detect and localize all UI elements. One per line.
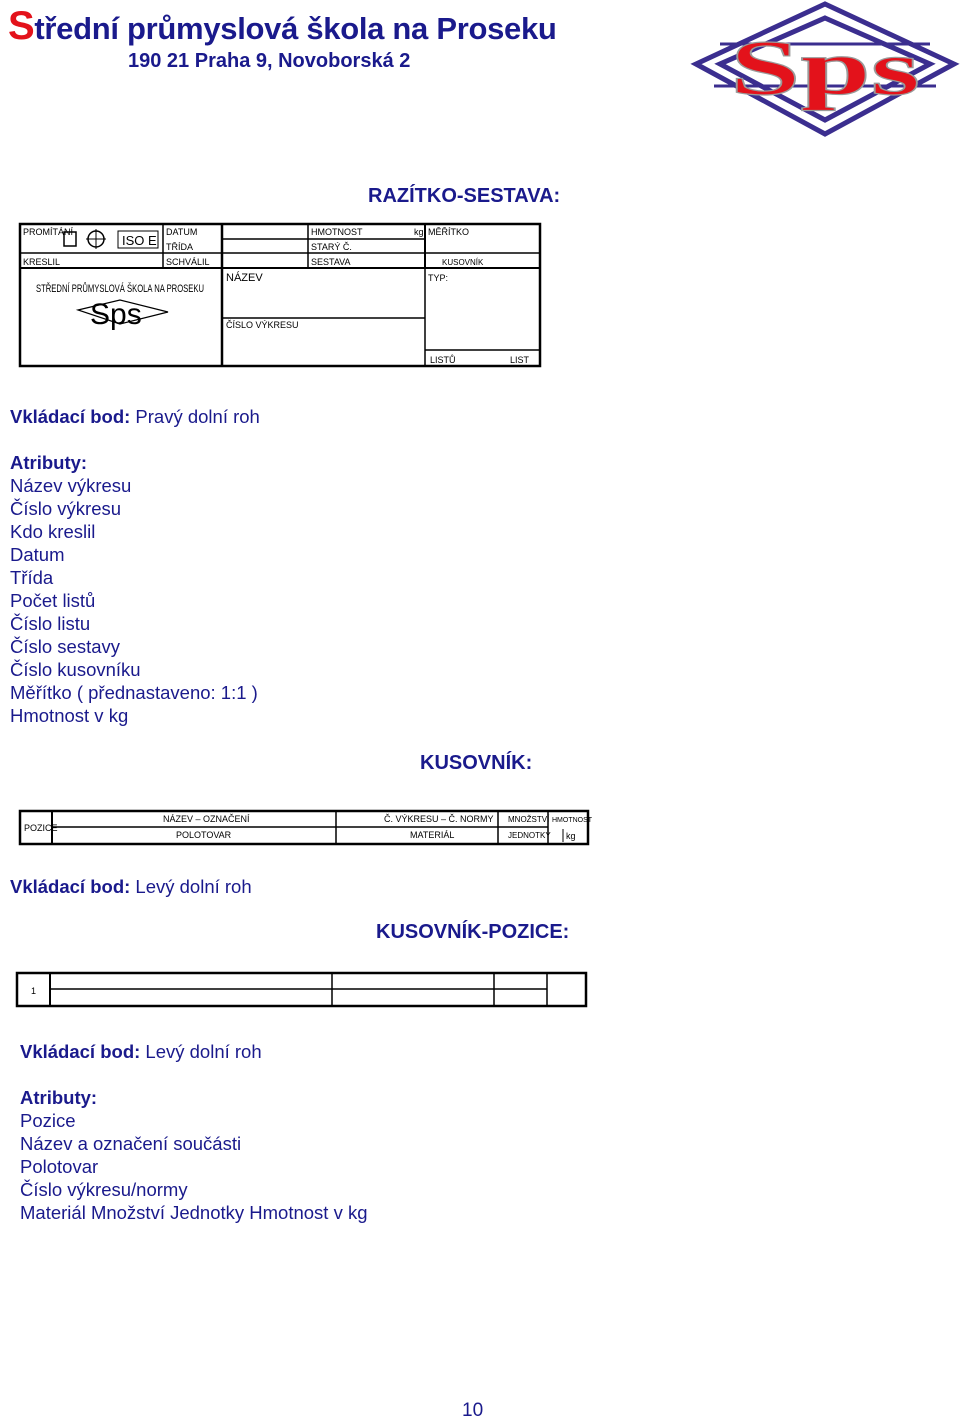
pozice-label: POZICE xyxy=(24,823,58,833)
stamp-logo-text: Sps xyxy=(90,298,142,331)
typ-label: TYP: xyxy=(428,273,449,283)
list-item: Název výkresu xyxy=(10,475,132,496)
cislo-vykresu-label: ČÍSLO VÝKRESU xyxy=(226,320,299,330)
meritko-label: MĚŘÍTKO xyxy=(428,227,470,237)
schvalil-label: SCHVÁLIL xyxy=(166,257,210,267)
trida-label: TŘÍDA xyxy=(166,242,193,252)
list-item: Počet listů xyxy=(10,590,96,611)
insertion-label: Vkládací bod: xyxy=(10,876,131,897)
school-name-label: STŘEDNÍ PRŮMYSLOVÁ ŠKOLA NA PROSEKU xyxy=(36,283,278,295)
school-title-first-letter: S xyxy=(8,4,35,48)
list-item: Číslo sestavy xyxy=(10,636,121,657)
list-item: Název a označení součásti xyxy=(20,1133,242,1154)
insertion-value: Levý dolní roh xyxy=(135,876,252,897)
stary-c-label: STARÝ Č. xyxy=(311,242,352,252)
insertion-value: Pravý dolní roh xyxy=(135,406,260,427)
list-item: Hmotnost v kg xyxy=(10,705,129,726)
kg-label: kg xyxy=(414,227,424,237)
razitko-insertion xyxy=(10,405,260,428)
school-address: 190 21 Praha 9, Novoborská 2 xyxy=(128,50,411,72)
datum-label: DATUM xyxy=(166,227,198,237)
list-item: Datum xyxy=(10,544,65,565)
school-title xyxy=(8,4,557,49)
nazev-oznaceni-label: NÁZEV – OZNAČENÍ xyxy=(163,814,250,824)
nazev-label: NÁZEV xyxy=(226,272,263,284)
razitko-title: RAZÍTKO-SESTAVA: xyxy=(368,185,561,207)
kusovnik-pozice-insertion xyxy=(20,1040,262,1063)
kusovnik-label: KUSOVNÍK xyxy=(442,258,484,267)
list-item: Číslo listu xyxy=(10,613,91,634)
listu-label: LISTŮ xyxy=(430,355,456,365)
list-label: LIST xyxy=(510,355,530,365)
kg-label: kg xyxy=(566,831,576,841)
insertion-value: Levý dolní roh xyxy=(145,1041,262,1062)
list-item: Měřítko ( přednastaveno: 1:1 ) xyxy=(10,682,258,703)
kusovnik-drawing xyxy=(18,808,592,848)
kusovnik-title: KUSOVNÍK: xyxy=(420,752,533,774)
sps-logo-text: Sps xyxy=(730,24,920,111)
promitani-label: PROMÍTÁNÍ xyxy=(23,227,74,237)
razitko-drawing xyxy=(18,220,544,370)
mnozstvi-label: MNOŽSTVÍ xyxy=(508,815,550,824)
list-item: Číslo výkresu/normy xyxy=(20,1179,188,1200)
sestava-label: SESTAVA xyxy=(311,257,351,267)
list-item: Materiál Množství Jednotky Hmotnost v kg xyxy=(20,1202,368,1223)
insertion-label: Vkládací bod: xyxy=(10,406,131,427)
hmotnost-label: HMOTNOST xyxy=(552,817,592,824)
list-item: Číslo kusovníku xyxy=(10,659,141,680)
list-item: Pozice xyxy=(20,1110,76,1131)
list-item: Číslo výkresu xyxy=(10,498,122,519)
list-item: Polotovar xyxy=(20,1156,99,1177)
iso-label: ISO E xyxy=(122,233,157,248)
kusovnik-pozice-title: KUSOVNÍK-POZICE: xyxy=(376,921,570,943)
cislo-vykresu-normy-label: Č. VÝKRESU – Č. NORMY xyxy=(384,814,494,824)
razitko-attributes-label: Atributy: xyxy=(10,452,88,473)
material-label: MATERIÁL xyxy=(410,830,455,840)
kusovnik-pozice-drawing xyxy=(14,970,590,1010)
list-item: Třída xyxy=(10,567,54,588)
sps-logo xyxy=(690,0,960,140)
kusovnik-pozice-attributes-label: Atributy: xyxy=(20,1087,98,1108)
razitko-attributes-list xyxy=(10,474,258,727)
polotovar-label: POLOTOVAR xyxy=(176,830,232,840)
kusovnik-insertion xyxy=(10,875,252,898)
row-number: 1 xyxy=(31,986,37,996)
kreslil-label: KRESLIL xyxy=(23,257,61,267)
list-item: Kdo kreslil xyxy=(10,521,96,542)
jednotky-label: JEDNOTKY xyxy=(508,831,551,840)
school-title-rest: třední průmyslová škola na Proseku xyxy=(34,11,557,46)
insertion-label: Vkládací bod: xyxy=(20,1041,141,1062)
hmotnost-label: HMOTNOST xyxy=(311,227,363,237)
page-number: 10 xyxy=(462,1400,484,1421)
kusovnik-pozice-attributes-list xyxy=(20,1109,368,1224)
